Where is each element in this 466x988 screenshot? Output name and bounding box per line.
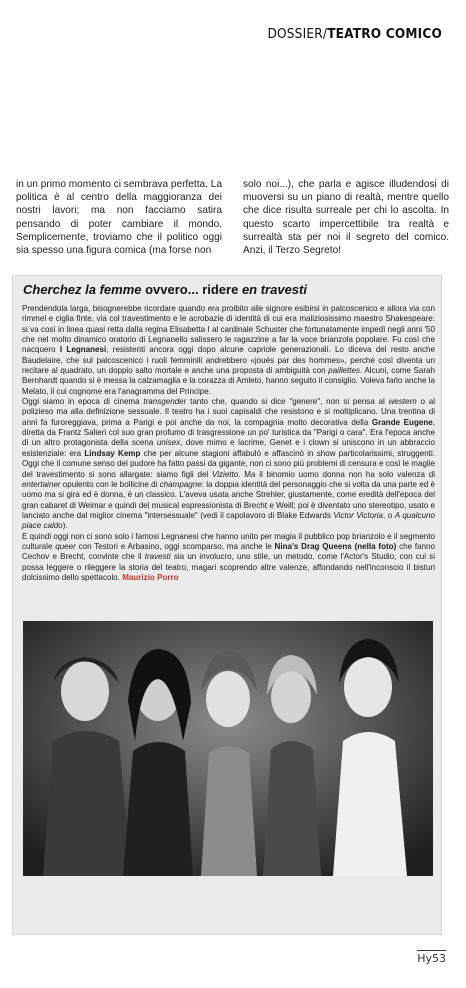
text: sia un involucro, uno stile, un metodo, come l'Actor's Studio, con cui si possa leggere o rileggere la storia del teatro, magari scoprendo altre valenze, affondando nell'inconscio il bisturi dolcissimo dello spettacolo. — [22, 552, 435, 582]
title-part-plain: ovvero... ridere — [141, 282, 242, 297]
article-columns — [16, 178, 449, 257]
box-title — [23, 282, 307, 297]
paragraph-1 — [22, 304, 435, 397]
text: , diretta da Frantz Salieri col suo gran profumo di trasgressione un po' turistica da "Parigi o cara". Era l'epoca anche di un altro protagonista della scena — [22, 417, 435, 448]
text: o al polizieso ma alla definizione sessuale. Il teatro ha i suoi capisaldi che resistono e si moltiplicano. Una trentina di anni fa furoreggiava, prima a Parigi e poi anche da noi, la compagnia molto decorativa della — [22, 397, 435, 427]
text-bold: Lindsay Kemp — [84, 448, 141, 458]
text: tanto che, quando si dice "genere", non si pensa al — [186, 397, 389, 407]
text: : la doppia identità del personaggio che si volta da una parte ed è uomo ma si gira ed è donna, è un classico. L'aveva usata anche Strehler, giustamente, come eredità dell'epoca del gran cabaret di Weimar e quindi del musical espressionista di Brecht e Weill; poi è diventato uno stereotipo, usato e lanciato anche dal miglior cinema "intersessuale" (vedi il capolavoro di Blake Edwards — [22, 479, 435, 520]
text: che fanno Cechov e Brecht, convinte che il — [22, 541, 435, 562]
text: , dove mimo e lacrime, Genet e i clown si uniscono in un abbraccio esistenziale: era — [22, 438, 435, 458]
column-right: solo noi...), che parla e agisce illudendosi di muoversi su un piano di realtà, mentre quello che dice risulta surreale per chi lo ascolta. In questo scarto impercettibile tra realtà e surrealtà sta per noi il segreto del comico. Anzi, il Terzo Segreto! — [243, 179, 449, 257]
text-italic: Victor Victoria — [333, 510, 384, 520]
column-left: in un primo momento ci sembrava perfetta. La politica è al centro della maggioranza dei nostri lavori; ma non facciamo satira pensando di poter cambiare il mondo. Semplicemente, troviamo che il politico oggi sia spesso una figura comica (ma forse non — [16, 179, 222, 257]
text: ). — [62, 521, 68, 531]
box-body — [22, 304, 435, 583]
paragraph-3 — [22, 532, 435, 584]
text-italic: entertainer — [22, 479, 61, 489]
text: , resistenti ancora oggi dopo alcune capriole generazionali. Lo diceva del resto anche Baudelaire, che sul palcoscenico i ruoli femminili andrebbero «joués par des hommes», perché così diventa un recitare al quadrato, un doppio salto mortale e anche una proposta di ambiguità con — [22, 345, 435, 376]
photo-illustration — [23, 621, 433, 876]
text-bold: Grande Eugene — [371, 417, 433, 427]
figure-2 — [123, 649, 193, 876]
text-italic: queer — [55, 541, 76, 551]
header-section: DOSSIER/ — [267, 26, 328, 42]
text-italic: unisex — [156, 438, 181, 448]
text-bold: I Legnanesi — [59, 345, 107, 355]
text-italic: A qualcuno piace caldo — [22, 510, 435, 531]
text: con Testori e Arbasino, oggi scomparso, ma anche le — [75, 541, 275, 551]
paragraph-2 — [22, 397, 435, 531]
page-number: Hy53 — [417, 952, 446, 965]
text: Oggi siamo in epoca di cinema — [22, 397, 144, 407]
text: che per alcune stagioni affabulò e affascinò in show particolarissimi, struggenti. Oggi che il comune senso del pudore ha fatto passi da gigante, non ci sono più problemi di censura e così le maglie del travestimento si sono allargate: siamo figli del — [22, 448, 435, 479]
text: opulento con le bollicine di — [60, 479, 160, 489]
text-italic: transgender — [143, 397, 187, 407]
running-header — [267, 26, 442, 42]
title-part-italic-2: en travesti — [241, 282, 307, 297]
text: , o — [383, 510, 395, 520]
text: Prendendola larga, bisognerebbe ricordare quando era proibito alle signore esibirsi in palcoscenico e allora via con rimmel e ciglia finte, via col travestimento e le acrobazie di identità di cui era maliziosissimo maestro Shakespeare: si va così in linea quasi retta dalla regina Elisabetta I al cardinale Schuster che fortunatamente impedì negli anni '50 che nel molto dinamico oratorio di Legnanello salissero le ragazzine a far la voce brianzola popolare. Fu così che nacquero — [22, 304, 435, 355]
text-bold: Nina's Drag Queens (nella foto) — [274, 541, 397, 551]
text-italic: travesti — [144, 552, 171, 562]
photo-drag-queens — [23, 621, 433, 876]
text: . Alcuni, come Sarah Bernhardt quando si è messa la calzamaglia e la corazza di Amleto, hanno seguito il consiglio. Voleva farlo anche la Melato, il cui cognome era l'anagramma del Principe. — [22, 366, 435, 396]
text-italic: champagne — [159, 479, 202, 489]
author-signature: Maurizio Porro — [122, 572, 179, 582]
text: . Ma il binomio uomo donna non ha solo valenza di — [238, 469, 435, 479]
text-italic: paillettes — [328, 366, 360, 376]
title-part-italic: Cherchez la femme — [23, 282, 142, 297]
text-italic: western — [388, 397, 417, 407]
sidebar-box — [12, 275, 442, 935]
header-topic: TEATRO COMICO — [327, 26, 442, 42]
text-italic: Vizietto — [212, 469, 239, 479]
text: E quindi oggi non ci sono solo i famosi Legnanesi che hanno unito per magia il pubblico pop brianzolo e il segmento culturale — [22, 531, 435, 551]
